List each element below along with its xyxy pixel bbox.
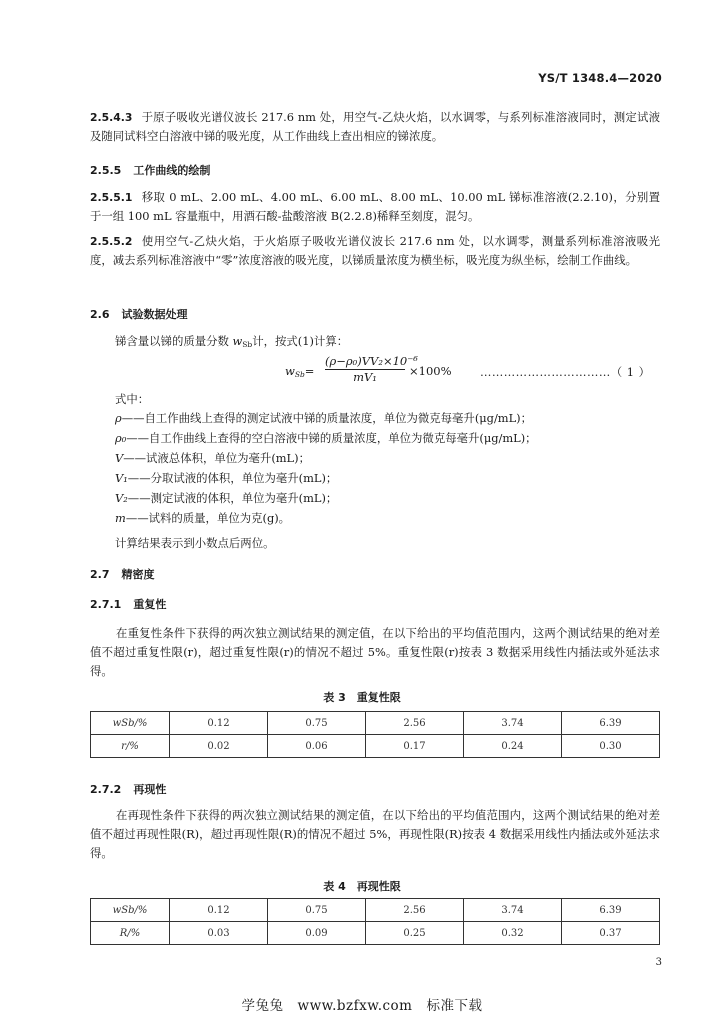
intro-symbol-sub: Sb: [242, 340, 253, 349]
formula-fraction: [325, 354, 418, 384]
formula-lhs: [285, 364, 314, 379]
reproducibility-text: 在再现性条件下获得的两次独立测试结果的测定值，在以下给出的平均值范围内，这两个测试结果的绝对差值不超过再现性限(R)，超过再现性限(R)的情况不超过 5%，再现性限(R)按表 4 数据采用线性内插法或外延法求得。: [90, 808, 660, 860]
table-cell: 0.32: [464, 922, 562, 945]
symbol: ρ: [115, 411, 122, 425]
clause-text: 使用空气-乙炔火焰，于火焰原子吸收光谱仪波长 217.6 nm 处，以水调零，测量系列标准溶液吸光度，减去系列标准溶液中“零”浓度溶液的吸光度，以锑质量浓度为横坐标，吸光度为纵坐标，绘制工作曲线。: [90, 234, 660, 267]
heading-number: 2.5.5: [90, 164, 122, 177]
table-cell: 3.74: [464, 712, 562, 735]
formula-numerator: (ρ−ρ₀)VV₂×10⁻⁶: [325, 354, 418, 368]
result-note: 计算结果表示到小数点后两位。: [115, 536, 275, 550]
formula-denominator: mV₁: [353, 370, 377, 384]
table-cell: 0.30: [562, 735, 660, 758]
clause-text: 移取 0 mL、2.00 mL、4.00 mL、6.00 mL、8.00 mL、10.00 mL 锑标准溶液(2.2.10)，分别置于一组 100 mL 容量瓶中，用酒石酸-盐酸溶液 B(2.2.8)稀释至刻度，混匀。: [90, 190, 660, 223]
heading-number: 2.6: [90, 308, 110, 321]
symbol: m: [115, 511, 126, 525]
clause-number: 2.5.5.2: [90, 235, 133, 248]
row-header: wSb/%: [91, 712, 170, 735]
table-cell: 0.03: [170, 922, 268, 945]
row-header: r/%: [91, 735, 170, 758]
intro-symbol: w: [232, 334, 243, 348]
repeatability-text: 在重复性条件下获得的两次独立测试结果的测定值，在以下给出的平均值范围内，这两个测试结果的绝对差值不超过重复性限(r)，超过重复性限(r)的情况不超过 5%。重复性限(r)按表 3 数据采用线性内插法或外延法求得。: [90, 626, 660, 678]
table-cell: 0.09: [268, 922, 366, 945]
symbol: V₂: [115, 491, 128, 505]
formula-lhs-sub: Sb: [294, 370, 305, 379]
table-cell: 3.74: [464, 899, 562, 922]
definition-text: ——自工作曲线上查得的测定试液中锑的质量浓度，单位为微克每毫升(μg/mL)；: [121, 411, 532, 425]
symbol-definition: [115, 449, 310, 468]
formula-lhs-symbol: w: [285, 364, 295, 378]
table-cell: 0.75: [268, 712, 366, 735]
symbol-definition: [115, 429, 537, 448]
table-cell: 2.56: [366, 712, 464, 735]
table-4-caption: 表 4 再现性限: [323, 880, 401, 893]
section-heading-2-7: [90, 566, 155, 582]
symbol-definition: [115, 489, 337, 508]
table-3-repeatability: [90, 711, 660, 758]
heading-title: 试验数据处理: [121, 308, 188, 321]
table-cell: 0.12: [170, 712, 268, 735]
where-label: 式中：: [115, 392, 150, 406]
section-heading-2-5-5: [90, 162, 210, 178]
symbol-definition: [115, 469, 337, 488]
row-header: wSb/%: [91, 899, 170, 922]
intro-suffix: 计，按式(1)计算：: [252, 334, 349, 348]
section-heading-2-7-2: [90, 781, 166, 797]
table-cell: 0.17: [366, 735, 464, 758]
table-cell: 6.39: [562, 899, 660, 922]
formula-rest: ×100%: [409, 364, 452, 378]
table-3-caption: 表 3 重复性限: [323, 691, 401, 704]
table-cell: 2.56: [366, 899, 464, 922]
clause-2-5-4-3: [90, 108, 660, 146]
table-4-reproducibility: [90, 898, 660, 945]
clause-number: 2.5.5.1: [90, 191, 133, 204]
clause-2-5-5-1: [90, 188, 660, 226]
definition-text: ——试液总体积，单位为毫升(mL)；: [123, 451, 310, 465]
table-cell: 6.39: [562, 712, 660, 735]
heading-title: 工作曲线的绘制: [133, 164, 211, 177]
heading-number: 2.7.1: [90, 598, 122, 611]
table-cell: 0.37: [562, 922, 660, 945]
section-heading-2-6: [90, 306, 188, 322]
symbol-definition: [115, 409, 532, 428]
definition-text: ——分取试液的体积，单位为毫升(mL)；: [127, 471, 338, 485]
table-row: [91, 735, 660, 758]
heading-title: 精密度: [121, 568, 155, 581]
row-header: R/%: [91, 922, 170, 945]
table-row: [91, 899, 660, 922]
symbol: V₁: [115, 471, 128, 485]
watermark-footer: 学兔兔 www.bzfxw.com 标准下载: [241, 998, 483, 1014]
table-cell: 0.12: [170, 899, 268, 922]
clause-text: 于原子吸收光谱仪波长 217.6 nm 处，用空气-乙炔火焰，以水调零，与系列标准溶液同时，测定试液及随同试料空白溶液中锑的吸光度，从工作曲线上查出相应的锑浓度。: [90, 110, 660, 143]
calc-intro: [115, 332, 348, 354]
table-cell: 0.24: [464, 735, 562, 758]
heading-number: 2.7: [90, 568, 110, 581]
symbol: V: [115, 451, 124, 465]
equation-number: ……………………………（ 1 ）: [480, 365, 651, 379]
table-cell: 0.75: [268, 899, 366, 922]
table-row: [91, 712, 660, 735]
symbol: ρ₀: [115, 431, 127, 445]
clause-number: 2.5.4.3: [90, 111, 133, 124]
definition-text: ——测定试液的体积，单位为毫升(mL)；: [127, 491, 338, 505]
definition-text: ——试料的质量，单位为克(g)。: [125, 511, 291, 525]
heading-title: 重复性: [133, 598, 167, 611]
standard-number: YS/T 1348.4—2020: [538, 71, 662, 85]
intro-prefix: 锑含量以锑的质量分数: [115, 334, 233, 348]
definition-text: ——自工作曲线上查得的空白溶液中锑的质量浓度，单位为微克每毫升(μg/mL)；: [126, 431, 537, 445]
clause-2-5-5-2: [90, 232, 660, 270]
table-cell: 0.02: [170, 735, 268, 758]
heading-number: 2.7.2: [90, 783, 122, 796]
heading-title: 再现性: [133, 783, 167, 796]
table-cell: 0.25: [366, 922, 464, 945]
section-heading-2-7-1: [90, 596, 166, 612]
table-cell: 0.06: [268, 735, 366, 758]
table-row: [91, 922, 660, 945]
formula-equals: =: [304, 364, 315, 378]
symbol-definition: [115, 509, 290, 528]
page-number: 3: [655, 957, 662, 968]
